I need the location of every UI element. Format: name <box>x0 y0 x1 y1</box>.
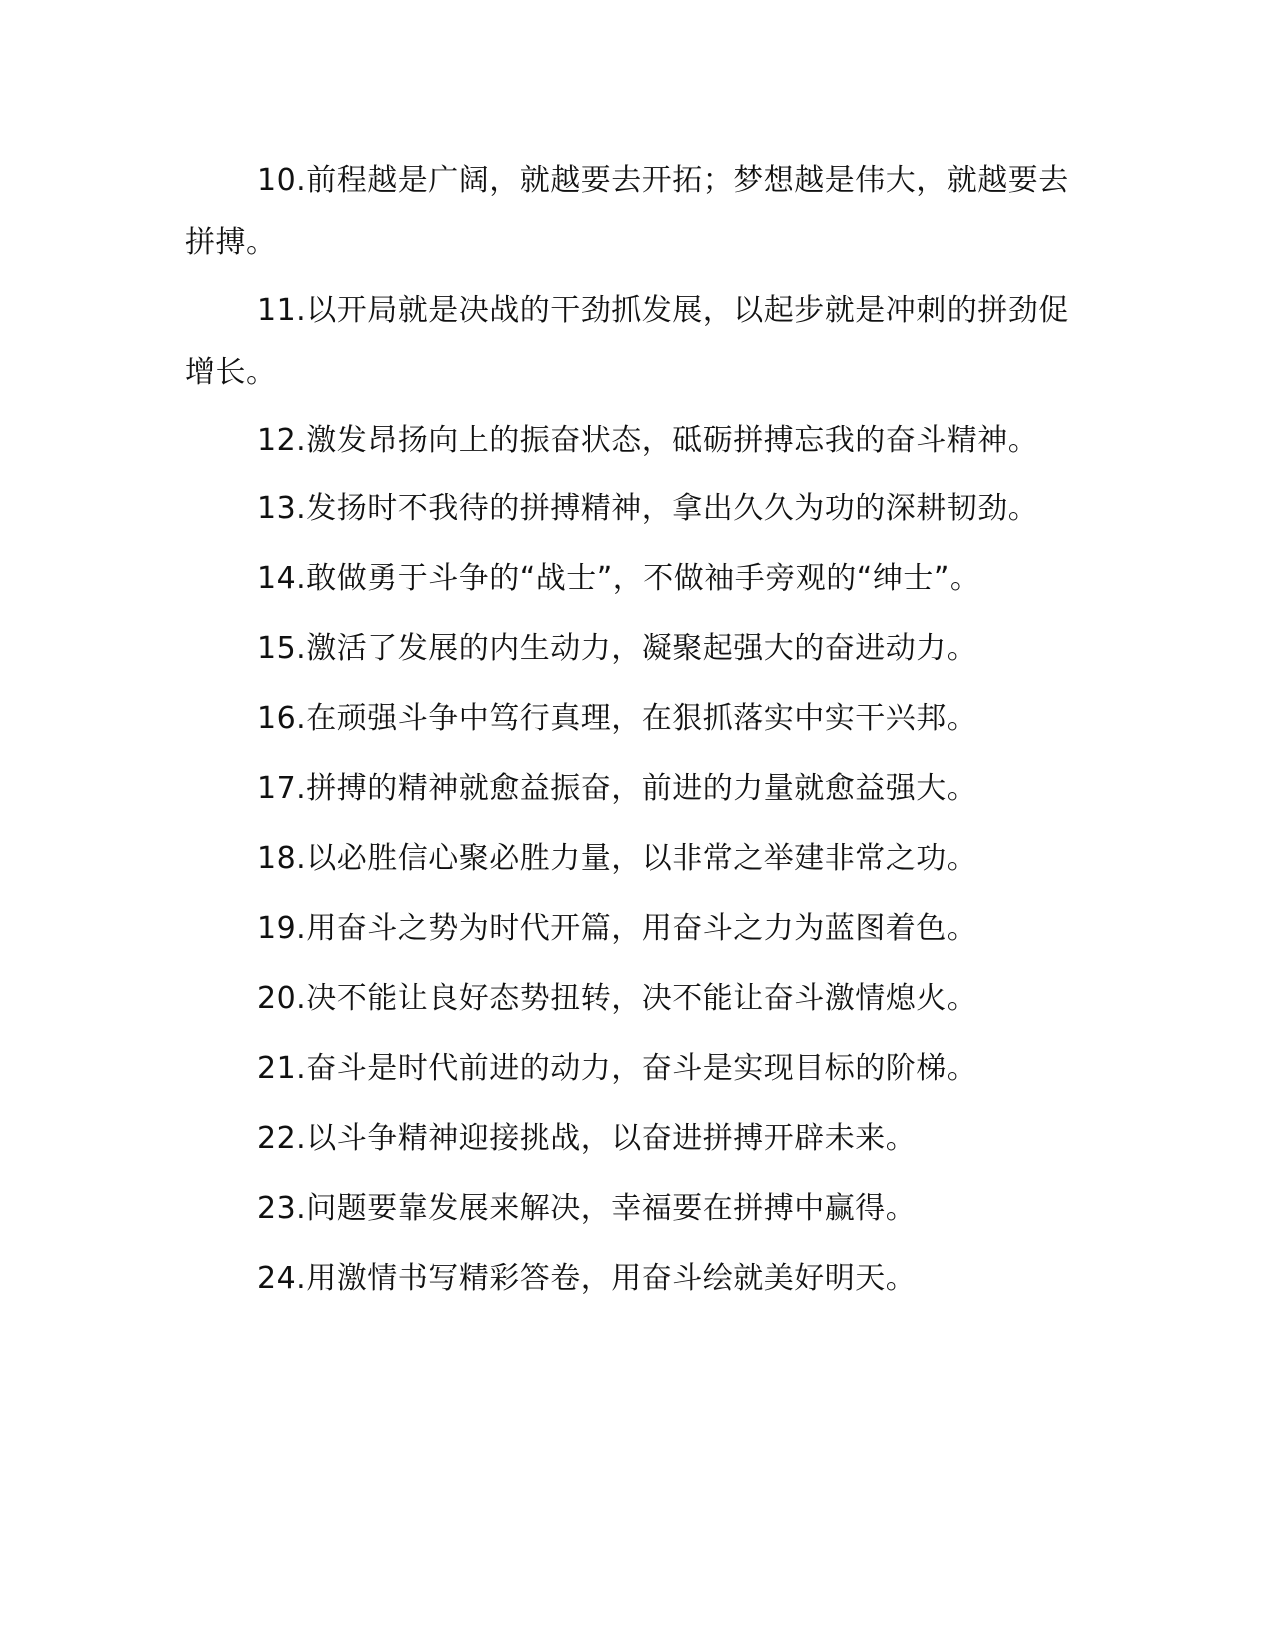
paragraph-14: 14.敢做勇于斗争的“战士”，不做袖手旁观的“绅士”。 <box>257 561 981 596</box>
document-body <box>185 150 1080 1316</box>
paragraph-23: 23.问题要靠发展来解决，幸福要在拼搏中赢得。 <box>257 1191 917 1226</box>
paragraph-12: 12.激发昂扬向上的振奋状态，砥砺拼搏忘我的奋斗精神。 <box>257 423 1039 458</box>
paragraph-24: 24.用激情书写精彩答卷，用奋斗绘就美好明天。 <box>257 1261 917 1296</box>
paragraph-15: 15.激活了发展的内生动力，凝聚起强大的奋进动力。 <box>257 631 978 666</box>
paragraph-16: 16.在顽强斗争中笃行真理，在狠抓落实中实干兴邦。 <box>257 701 978 736</box>
paragraph-13: 13.发扬时不我待的拼搏精神，拿出久久为功的深耕韧劲。 <box>257 491 1039 526</box>
paragraph-11: 11.以开局就是决战的干劲抓发展，以起步就是冲刺的拼劲促增长。 <box>185 293 1069 390</box>
paragraph-18: 18.以必胜信心聚必胜力量，以非常之举建非常之功。 <box>257 841 978 876</box>
paragraph-21: 21.奋斗是时代前进的动力，奋斗是实现目标的阶梯。 <box>257 1051 978 1086</box>
paragraph-22: 22.以斗争精神迎接挑战，以奋进拼搏开辟未来。 <box>257 1121 917 1156</box>
paragraph-19: 19.用奋斗之势为时代开篇，用奋斗之力为蓝图着色。 <box>257 911 978 946</box>
paragraph-10: 10.前程越是广阔，就越要去开拓；梦想越是伟大，就越要去拼搏。 <box>185 163 1069 260</box>
paragraph-20: 20.决不能让良好态势扭转，决不能让奋斗激情熄火。 <box>257 981 978 1016</box>
paragraph-17: 17.拼搏的精神就愈益振奋，前进的力量就愈益强大。 <box>257 771 978 806</box>
